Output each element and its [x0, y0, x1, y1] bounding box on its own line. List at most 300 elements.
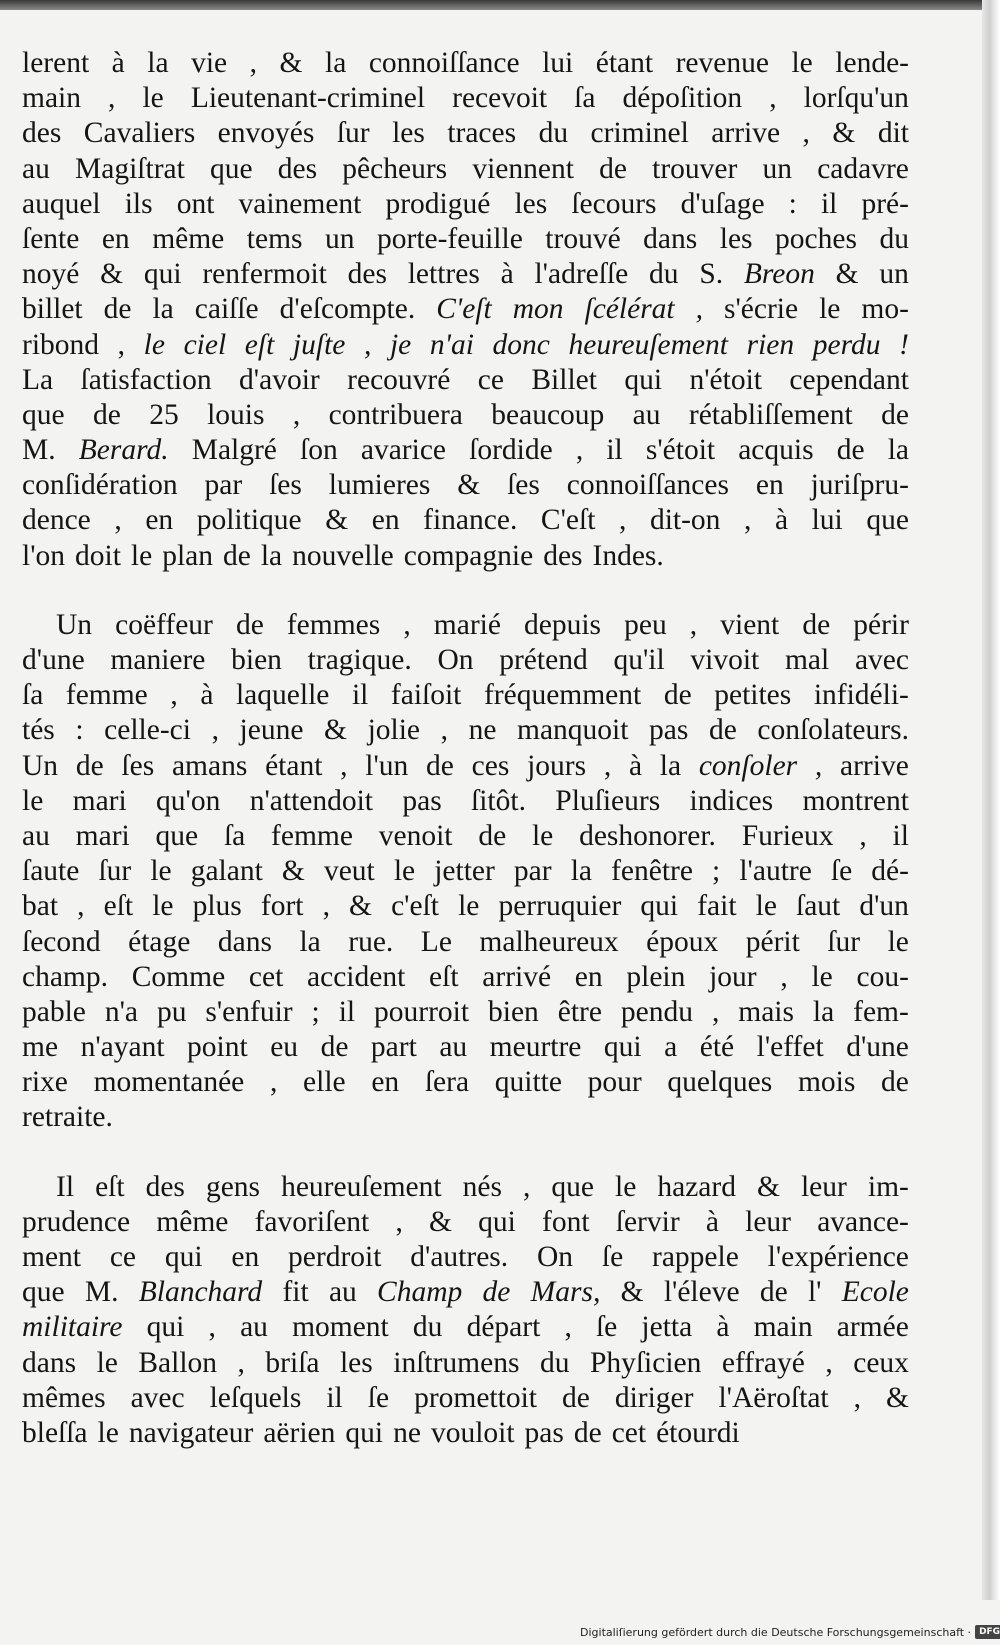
word: &	[324, 714, 347, 747]
text-line	[22, 292, 909, 327]
word: ceux	[853, 1346, 909, 1379]
word: petites	[714, 679, 792, 712]
word: trouver	[652, 152, 738, 185]
word: eſt	[244, 328, 275, 361]
paragraph-gap	[22, 1136, 909, 1170]
word: du	[879, 222, 909, 255]
word: pour	[587, 1066, 642, 1099]
text-line	[22, 1170, 909, 1205]
word: trouvé	[545, 222, 621, 255]
word: le	[22, 784, 44, 817]
word: ,	[77, 890, 85, 923]
text-line	[22, 398, 909, 433]
word: coëffeur	[115, 608, 213, 641]
word: &	[325, 504, 349, 537]
word: qu'on	[156, 784, 221, 817]
word: rappele	[652, 1241, 739, 1273]
word: perruquier	[498, 890, 622, 923]
word: que	[22, 398, 65, 431]
word: quitte	[494, 1066, 562, 1099]
word: de	[482, 1276, 511, 1309]
word: de	[223, 539, 251, 572]
word: ,	[769, 82, 777, 115]
word: dit-on	[649, 504, 721, 537]
word: fréquemment	[483, 679, 642, 712]
word: ,	[117, 328, 126, 361]
word: laquelle	[235, 679, 330, 712]
word: ,	[603, 749, 612, 782]
word: &	[886, 1381, 909, 1414]
word: des	[145, 1170, 185, 1203]
text-line	[22, 889, 909, 924]
word: la	[887, 434, 909, 467]
word: tés	[22, 714, 55, 747]
page-top-edge	[0, 0, 1000, 10]
word: faiſoit	[390, 679, 462, 712]
word: au	[328, 1276, 357, 1309]
word: ,	[814, 749, 823, 782]
word: d'une	[22, 644, 85, 676]
word: ſaut	[796, 890, 841, 923]
word: des	[347, 258, 387, 291]
word: être	[557, 995, 602, 1028]
word: ,	[363, 328, 372, 361]
text-line	[22, 608, 909, 643]
word: le	[393, 855, 416, 888]
word: 25	[149, 398, 179, 431]
word: l'autre	[739, 855, 812, 888]
word: ,	[208, 1311, 216, 1344]
word: des	[277, 152, 318, 185]
word: qu'il	[613, 644, 665, 676]
word: fort	[260, 890, 304, 923]
word: ces	[471, 749, 510, 782]
word: l'adreſſe	[534, 258, 629, 291]
text-line	[22, 819, 909, 854]
word: d'autres.	[410, 1241, 509, 1273]
text-line	[22, 784, 909, 819]
word: vainement	[238, 187, 362, 220]
word: le	[887, 925, 909, 958]
word: pas	[649, 714, 689, 747]
word: jour	[709, 960, 757, 993]
word: pas	[402, 784, 442, 817]
word: ſordide	[469, 434, 553, 467]
word: vivoit	[690, 644, 760, 676]
word: ,	[689, 608, 698, 641]
word: C'eſt	[540, 504, 596, 537]
word: qui	[345, 1416, 384, 1449]
word: ,	[108, 82, 116, 115]
word: au	[439, 1031, 468, 1064]
word: n'ai	[429, 328, 474, 361]
word: les	[339, 1346, 373, 1379]
word: mais	[738, 995, 794, 1028]
word: pendu	[620, 995, 693, 1028]
word: doit	[75, 539, 121, 572]
word: recouvré	[347, 363, 451, 396]
word: amans	[171, 749, 248, 782]
word: pable	[22, 995, 86, 1028]
word: ſa	[574, 82, 596, 115]
word: ,	[340, 749, 348, 782]
word: que	[551, 1170, 594, 1203]
word: il	[326, 1381, 343, 1414]
word: La	[22, 363, 54, 396]
word: jeune	[239, 714, 304, 747]
word: ſes	[507, 469, 540, 502]
word: M.	[84, 1276, 119, 1309]
word: les	[392, 117, 425, 150]
word: ,	[825, 1346, 833, 1379]
word: de	[478, 819, 507, 852]
word: lui	[542, 47, 574, 79]
word: l'expérience	[767, 1241, 909, 1273]
text-line	[22, 152, 909, 187]
word: des	[543, 539, 583, 572]
word: champ.	[22, 960, 109, 993]
word: ſur	[827, 925, 861, 958]
word: femme	[65, 679, 148, 712]
word: du	[649, 258, 679, 291]
word: ſe	[830, 855, 853, 888]
word: de	[836, 434, 865, 467]
word: ,	[695, 293, 703, 326]
word: pas	[524, 1416, 564, 1449]
word: n'étoit	[689, 363, 762, 396]
word: que	[866, 504, 909, 537]
word: ne	[468, 714, 497, 747]
word: aërien	[263, 1416, 336, 1449]
word: viennent	[472, 152, 574, 185]
word: conſolateurs.	[757, 714, 909, 747]
word: celle-ci	[104, 714, 191, 747]
word: ils	[124, 187, 153, 220]
word: étant	[265, 749, 323, 782]
word: vient	[720, 608, 780, 641]
word: S.	[699, 258, 724, 291]
word: fenêtre	[611, 855, 693, 888]
word: le	[755, 890, 777, 923]
word: ſe	[601, 1241, 624, 1273]
word: Le	[420, 925, 452, 958]
word: à	[716, 1311, 730, 1344]
word: fem-	[853, 995, 909, 1028]
text-line	[22, 1240, 909, 1275]
word: ,	[249, 47, 258, 79]
word: Indes.	[592, 539, 664, 572]
word: ,	[780, 960, 788, 993]
word: :	[75, 714, 84, 747]
word: ,	[859, 819, 867, 852]
word: en	[755, 469, 784, 502]
word: il	[820, 187, 838, 220]
word: à	[628, 749, 643, 782]
word: heureuſement	[568, 328, 728, 361]
word: bien	[231, 644, 282, 676]
word: cadavre	[817, 152, 909, 185]
word: prudence	[22, 1205, 131, 1238]
word: juriſpru-	[810, 469, 909, 502]
text-line	[22, 46, 909, 81]
text-line	[22, 1065, 909, 1100]
word: lerent	[22, 47, 90, 79]
word: part	[370, 1031, 417, 1064]
word: le	[150, 855, 172, 888]
word: femmes	[286, 608, 381, 641]
word: poches	[775, 222, 857, 255]
text-line	[22, 1030, 909, 1065]
word: ont	[176, 187, 215, 220]
word: le	[152, 890, 174, 923]
word: un	[325, 222, 355, 255]
word: périt	[745, 925, 800, 958]
word: fit	[282, 1276, 309, 1309]
word: main	[753, 1311, 813, 1344]
word: à	[500, 258, 514, 291]
word: vie	[191, 47, 228, 79]
text-line	[22, 1381, 909, 1416]
word: un	[879, 258, 909, 291]
word: ſitôt.	[471, 784, 526, 817]
word: ,	[269, 1066, 278, 1099]
word: à	[111, 47, 125, 79]
word: cependant	[789, 363, 909, 396]
body-text	[22, 46, 909, 1451]
word: s'écrie	[724, 293, 799, 326]
word: le	[531, 819, 554, 852]
word: de	[92, 398, 121, 431]
word: l'Aëroſtat	[718, 1381, 829, 1414]
word: bleſſa	[22, 1416, 88, 1449]
word: dans	[22, 1346, 77, 1379]
word: :	[788, 187, 797, 220]
word: ſecond	[22, 925, 101, 958]
word: qui	[640, 890, 679, 923]
word: le	[96, 1346, 118, 1379]
word: la	[260, 539, 283, 572]
word: jolie	[367, 714, 420, 747]
word: rixe	[22, 1066, 68, 1099]
word: du	[538, 117, 569, 150]
word: ſecours	[571, 187, 657, 220]
paragraph-gap	[22, 574, 909, 608]
word: époux	[646, 925, 719, 958]
word: du	[539, 1346, 570, 1379]
word: la	[147, 47, 169, 79]
word: mon	[512, 293, 564, 326]
word: donc	[492, 328, 550, 361]
word: lende-	[835, 47, 909, 79]
text-line	[22, 678, 909, 713]
word: C'eſt	[436, 293, 492, 326]
word: quelques	[667, 1066, 773, 1099]
word: malheureux	[479, 925, 619, 958]
word: ſente	[22, 222, 80, 255]
word: de	[881, 1066, 909, 1099]
word: Furieux	[741, 819, 834, 852]
text-line	[22, 1346, 909, 1381]
word: M.	[22, 434, 56, 467]
word: à	[774, 504, 789, 537]
word: conſidération	[22, 469, 178, 502]
word: politique	[196, 504, 302, 537]
word: font	[542, 1205, 590, 1238]
paragraph	[22, 1170, 909, 1452]
word: c'eſt	[391, 890, 439, 923]
word: noyé	[22, 258, 80, 291]
word: ,	[322, 890, 330, 923]
word: même	[156, 1205, 229, 1238]
word: je	[389, 328, 412, 361]
word: ne	[393, 1416, 421, 1449]
word: en	[574, 960, 603, 993]
word: au	[632, 398, 661, 431]
word: auquel	[22, 187, 101, 220]
word: Billet	[531, 363, 597, 396]
word: ſcélérat	[584, 293, 675, 326]
word: qui	[478, 1205, 516, 1238]
word: qui	[603, 1031, 642, 1064]
word: effrayé	[721, 1346, 805, 1379]
word: ,	[114, 504, 122, 537]
word: dence	[22, 504, 91, 537]
word: renfermoit	[202, 258, 327, 291]
word: d'eſcompte.	[279, 293, 416, 326]
word: Magiſtrat	[75, 152, 185, 185]
word: de	[103, 293, 132, 326]
word: en	[145, 504, 174, 537]
word: leur	[800, 1170, 847, 1203]
word: le	[811, 960, 833, 993]
word: bat	[22, 890, 59, 923]
word: lui	[811, 504, 843, 537]
word: l'éleve	[663, 1276, 740, 1309]
word: le	[142, 82, 164, 115]
text-line	[22, 1100, 909, 1135]
word: étourdi	[656, 1416, 740, 1449]
word: ,	[395, 1205, 403, 1238]
text-line	[22, 328, 909, 363]
word: ribond	[22, 328, 100, 361]
text-line	[22, 1205, 909, 1240]
word: ,	[743, 504, 752, 537]
word: l'effet	[756, 1031, 824, 1064]
word: qui	[164, 1241, 203, 1273]
word: jours	[527, 749, 587, 782]
word: revenue	[675, 47, 769, 79]
word: qui	[624, 363, 663, 396]
word: eſt	[103, 890, 134, 923]
word: ment	[22, 1241, 81, 1273]
word: montrent	[802, 784, 909, 817]
word: ,	[211, 714, 219, 747]
text-line	[22, 539, 909, 574]
word: de	[75, 749, 104, 782]
word: de	[573, 1416, 602, 1449]
word: n'ayant	[80, 1031, 165, 1064]
word: connoiſſance	[368, 47, 520, 79]
word: galant	[190, 855, 263, 888]
word: Berard.	[78, 434, 169, 467]
word: il	[606, 434, 623, 467]
word: ,	[711, 995, 720, 1028]
word: dans	[643, 222, 698, 255]
word: le	[130, 539, 153, 572]
word: ,	[802, 117, 810, 150]
word: avec	[854, 644, 909, 676]
word: !	[899, 328, 909, 361]
word: a	[664, 1031, 678, 1064]
word: heureuſement	[281, 1170, 442, 1203]
word: leur	[745, 1205, 791, 1238]
word: Lieutenant-criminel	[190, 82, 426, 115]
text-line	[22, 1416, 909, 1451]
text-line	[22, 81, 909, 116]
word: tragique.	[307, 644, 412, 676]
word: &	[279, 47, 303, 79]
word: &	[100, 258, 124, 291]
word: envoyés	[217, 117, 315, 150]
text-line	[22, 749, 909, 784]
word: plein	[626, 960, 686, 993]
word: &	[835, 258, 859, 291]
word: beaucoup	[491, 398, 605, 431]
word: la	[812, 995, 835, 1028]
word: plan	[162, 539, 214, 572]
word: de	[663, 679, 692, 712]
word: que	[22, 1276, 65, 1309]
word: cet	[611, 1416, 647, 1449]
word: le	[97, 1416, 119, 1449]
word: étage	[128, 925, 191, 958]
word: Ecole	[841, 1276, 909, 1309]
text-line	[22, 222, 909, 257]
digitization-footer	[580, 1621, 1000, 1643]
word: de	[802, 608, 831, 641]
word: au	[22, 819, 50, 852]
word: navigateur	[128, 1416, 254, 1449]
word: ſon	[300, 434, 338, 467]
word: ſe	[367, 1381, 390, 1414]
word: ſatisfaction	[80, 363, 212, 396]
text-line	[22, 854, 909, 889]
word: de	[881, 398, 909, 431]
word: &	[281, 855, 305, 888]
word: cet	[248, 960, 284, 993]
word: militaire	[22, 1311, 123, 1344]
word: Comme	[131, 960, 226, 993]
word: inſtrumens	[393, 1346, 520, 1379]
word: le	[791, 47, 813, 79]
word: manquoit	[517, 714, 629, 747]
word: n'a	[104, 995, 138, 1028]
word: pré-	[861, 187, 909, 220]
word: Mars,	[530, 1276, 601, 1309]
word: que	[210, 152, 253, 185]
word: briſa	[265, 1346, 320, 1379]
word: moment	[292, 1311, 389, 1344]
word: jetta	[641, 1311, 693, 1344]
word: recevoit	[452, 82, 548, 115]
word: conſoler	[698, 749, 798, 782]
word: étant	[595, 47, 654, 79]
word: de	[599, 152, 627, 185]
word: le	[615, 1170, 637, 1203]
word: avec	[130, 1381, 185, 1414]
word: Phyſicien	[589, 1346, 702, 1379]
word: lumieres	[328, 469, 431, 502]
